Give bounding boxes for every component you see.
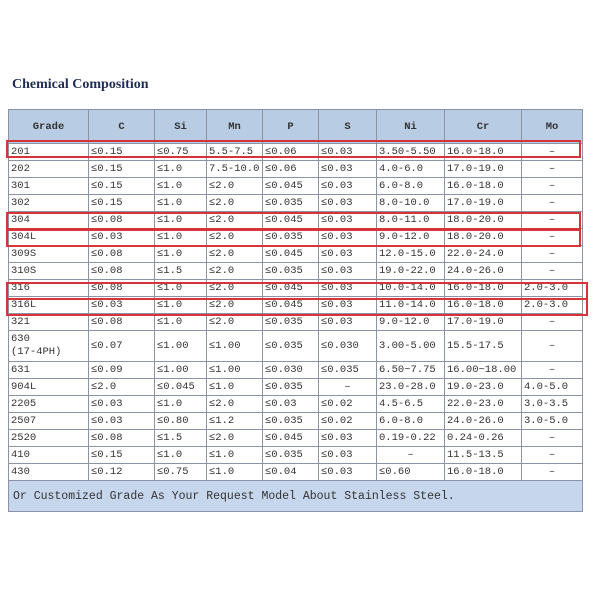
grade-sublabel: (17-4PH) [11, 346, 62, 358]
cell-mn: ≤1.0 [207, 464, 263, 481]
table-row [9, 379, 583, 396]
cell-mo: – [522, 362, 583, 379]
cell-si: ≤1.0 [155, 229, 207, 246]
cell-grade [9, 464, 89, 481]
cell-si: ≤0.80 [155, 413, 207, 430]
cell-s: ≤0.02 [319, 413, 377, 430]
cell-c: ≤0.15 [89, 447, 155, 464]
cell-c: ≤0.15 [89, 195, 155, 212]
cell-cr: 16.0-18.0 [445, 144, 522, 161]
cell-p: ≤0.035 [263, 447, 319, 464]
table-row [9, 280, 583, 297]
cell-grade [9, 297, 89, 314]
cell-p: ≤0.045 [263, 430, 319, 447]
cell-cr: 16.0-18.0 [445, 280, 522, 297]
page-title: Chemical Composition [12, 77, 149, 92]
table-row [9, 144, 583, 161]
cell-cr: 17.0-19.0 [445, 161, 522, 178]
cell-grade [9, 396, 89, 413]
cell-mo: 3.0-3.5 [522, 396, 583, 413]
cell-si: ≤0.045 [155, 379, 207, 396]
cell-si: ≤1.0 [155, 396, 207, 413]
grade-label: 630 [11, 333, 30, 345]
cell-p: ≤0.045 [263, 212, 319, 229]
cell-si: ≤0.75 [155, 464, 207, 481]
cell-grade [9, 413, 89, 430]
cell-mn: ≤2.0 [207, 212, 263, 229]
cell-s: ≤0.030 [319, 331, 377, 362]
cell-ni: ≤0.60 [377, 464, 445, 481]
cell-cr: 17.0-19.0 [445, 314, 522, 331]
header-c: C [89, 110, 155, 144]
cell-s: ≤0.03 [319, 447, 377, 464]
cell-c: ≤0.07 [89, 331, 155, 362]
cell-ni: – [377, 447, 445, 464]
cell-grade [9, 229, 89, 246]
grade-label: 316L [11, 298, 37, 311]
cell-mo: – [522, 144, 583, 161]
cell-ni: 3.00-5.00 [377, 331, 445, 362]
cell-grade [9, 178, 89, 195]
cell-mo: 3.0-5.0 [522, 413, 583, 430]
cell-p: ≤0.035 [263, 413, 319, 430]
cell-mn: ≤2.0 [207, 263, 263, 280]
cell-mo: 4.0-5.0 [522, 379, 583, 396]
grade-label: 321 [11, 315, 30, 328]
cell-s: ≤0.03 [319, 212, 377, 229]
cell-si: ≤1.0 [155, 161, 207, 178]
cell-si: ≤1.0 [155, 246, 207, 263]
cell-ni: 0.19-0.22 [377, 430, 445, 447]
cell-cr: 11.5-13.5 [445, 447, 522, 464]
composition-table [8, 109, 583, 512]
cell-cr: 18.0-20.0 [445, 229, 522, 246]
header-s: S [319, 110, 377, 144]
cell-mn: ≤1.0 [207, 447, 263, 464]
header-row [9, 110, 583, 144]
cell-ni: 4.0-6.0 [377, 161, 445, 178]
cell-s: ≤0.02 [319, 396, 377, 413]
cell-c: ≤0.15 [89, 161, 155, 178]
cell-si: ≤0.75 [155, 144, 207, 161]
cell-si: ≤1.00 [155, 362, 207, 379]
cell-cr: 15.5-17.5 [445, 331, 522, 362]
cell-mo: – [522, 464, 583, 481]
table-row [9, 396, 583, 413]
cell-mn: ≤2.0 [207, 430, 263, 447]
cell-mn: ≤1.00 [207, 331, 263, 362]
cell-c: ≤0.09 [89, 362, 155, 379]
cell-p: ≤0.06 [263, 161, 319, 178]
cell-p: ≤0.035 [263, 229, 319, 246]
cell-cr: 16.0-18.0 [445, 297, 522, 314]
cell-mo: – [522, 212, 583, 229]
table-row [9, 195, 583, 212]
table-row [9, 362, 583, 379]
cell-grade [9, 314, 89, 331]
cell-c: ≤0.12 [89, 464, 155, 481]
cell-ni: 10.0-14.0 [377, 280, 445, 297]
cell-cr: 24.0-26.0 [445, 413, 522, 430]
cell-s: ≤0.03 [319, 161, 377, 178]
grade-label: 631 [11, 363, 30, 376]
header-p: P [263, 110, 319, 144]
cell-p: ≤0.035 [263, 379, 319, 396]
cell-mo: – [522, 430, 583, 447]
cell-c: ≤0.15 [89, 178, 155, 195]
cell-p: ≤0.045 [263, 280, 319, 297]
grade-label: 430 [11, 465, 30, 478]
cell-s: ≤0.03 [319, 229, 377, 246]
cell-grade [9, 430, 89, 447]
cell-ni: 19.0-22.0 [377, 263, 445, 280]
cell-si: ≤1.5 [155, 263, 207, 280]
cell-c: ≤0.03 [89, 229, 155, 246]
cell-mn: ≤2.0 [207, 178, 263, 195]
cell-grade [9, 212, 89, 229]
cell-si: ≤1.0 [155, 297, 207, 314]
cell-s: ≤0.03 [319, 464, 377, 481]
cell-p: ≤0.045 [263, 178, 319, 195]
cell-c: ≤0.03 [89, 413, 155, 430]
cell-mn: ≤2.0 [207, 229, 263, 246]
cell-p: ≤0.04 [263, 464, 319, 481]
cell-ni: 23.0-28.0 [377, 379, 445, 396]
cell-mn: 5.5-7.5 [207, 144, 263, 161]
cell-cr: 0.24-0.26 [445, 430, 522, 447]
cell-cr: 16.00~18.00 [445, 362, 522, 379]
cell-ni: 8.0-10.0 [377, 195, 445, 212]
header-ni: Ni [377, 110, 445, 144]
grade-label: 410 [11, 448, 30, 461]
cell-s: ≤0.03 [319, 263, 377, 280]
table-row [9, 246, 583, 263]
grade-label: 201 [11, 145, 30, 158]
cell-ni: 6.0-8.0 [377, 413, 445, 430]
cell-si: ≤1.5 [155, 430, 207, 447]
table-row [9, 263, 583, 280]
cell-ni: 4.5-6.5 [377, 396, 445, 413]
table-row [9, 314, 583, 331]
cell-ni: 6.50~7.75 [377, 362, 445, 379]
table-row [9, 413, 583, 430]
cell-s: ≤0.035 [319, 362, 377, 379]
cell-mn: ≤2.0 [207, 246, 263, 263]
cell-cr: 19.0-23.0 [445, 379, 522, 396]
cell-grade [9, 161, 89, 178]
cell-grade [9, 379, 89, 396]
table-row [9, 161, 583, 178]
cell-cr: 16.0-18.0 [445, 464, 522, 481]
cell-grade [9, 246, 89, 263]
table-row [9, 212, 583, 229]
cell-s: ≤0.03 [319, 195, 377, 212]
cell-mn: ≤2.0 [207, 314, 263, 331]
grade-label: 2507 [11, 414, 37, 427]
header-cr: Cr [445, 110, 522, 144]
cell-mn: ≤2.0 [207, 297, 263, 314]
table-row [9, 430, 583, 447]
cell-c: ≤2.0 [89, 379, 155, 396]
cell-ni: 9.0-12.0 [377, 314, 445, 331]
grade-label: 304 [11, 213, 30, 226]
cell-si: ≤1.0 [155, 178, 207, 195]
cell-si: ≤1.0 [155, 314, 207, 331]
cell-p: ≤0.045 [263, 297, 319, 314]
cell-c: ≤0.08 [89, 246, 155, 263]
cell-mn: ≤2.0 [207, 396, 263, 413]
table-row [9, 447, 583, 464]
grade-label: 202 [11, 162, 30, 175]
cell-mo: – [522, 447, 583, 464]
cell-s: ≤0.03 [319, 280, 377, 297]
cell-mo: – [522, 195, 583, 212]
cell-cr: 22.0-23.0 [445, 396, 522, 413]
cell-s: ≤0.03 [319, 246, 377, 263]
cell-c: ≤0.15 [89, 144, 155, 161]
cell-grade [9, 195, 89, 212]
table-row [9, 178, 583, 195]
grade-label: 301 [11, 179, 30, 192]
cell-c: ≤0.03 [89, 396, 155, 413]
cell-p: ≤0.035 [263, 331, 319, 362]
cell-s: ≤0.03 [319, 144, 377, 161]
cell-cr: 16.0-18.0 [445, 178, 522, 195]
cell-c: ≤0.08 [89, 430, 155, 447]
cell-ni: 12.0-15.0 [377, 246, 445, 263]
cell-p: ≤0.06 [263, 144, 319, 161]
cell-mn: ≤1.2 [207, 413, 263, 430]
cell-grade [9, 263, 89, 280]
cell-s: ≤0.03 [319, 297, 377, 314]
table-row [9, 464, 583, 481]
cell-mn: ≤2.0 [207, 280, 263, 297]
header-mo: Mo [522, 110, 583, 144]
table-body [9, 144, 583, 481]
cell-c: ≤0.08 [89, 280, 155, 297]
cell-p: ≤0.035 [263, 314, 319, 331]
cell-mn: ≤2.0 [207, 195, 263, 212]
cell-s: ≤0.03 [319, 314, 377, 331]
cell-si: ≤1.0 [155, 212, 207, 229]
cell-c: ≤0.08 [89, 314, 155, 331]
cell-p: ≤0.035 [263, 195, 319, 212]
cell-cr: 18.0-20.0 [445, 212, 522, 229]
cell-cr: 24.0-26.0 [445, 263, 522, 280]
grade-label: 310S [11, 264, 37, 277]
cell-mo: – [522, 314, 583, 331]
grade-label: 309S [11, 247, 37, 260]
cell-c: ≤0.08 [89, 212, 155, 229]
cell-grade [9, 280, 89, 297]
cell-s: ≤0.03 [319, 430, 377, 447]
cell-mo: – [522, 331, 583, 362]
grade-label: 2205 [11, 397, 37, 410]
cell-p: ≤0.035 [263, 263, 319, 280]
cell-mn: ≤1.00 [207, 362, 263, 379]
cell-mo: – [522, 178, 583, 195]
cell-grade [9, 331, 89, 362]
cell-cr: 17.0-19.0 [445, 195, 522, 212]
cell-mo: – [522, 229, 583, 246]
grade-label: 304L [11, 230, 37, 243]
cell-mo: – [522, 161, 583, 178]
cell-c: ≤0.03 [89, 297, 155, 314]
cell-ni: 8.0-11.0 [377, 212, 445, 229]
cell-s: ≤0.03 [319, 178, 377, 195]
grade-label: 904L [11, 380, 37, 393]
header-si: Si [155, 110, 207, 144]
cell-p: ≤0.045 [263, 246, 319, 263]
cell-c: ≤0.08 [89, 263, 155, 280]
cell-mn: 7.5-10.0 [207, 161, 263, 178]
cell-s: – [319, 379, 377, 396]
footer-note: Or Customized Grade As Your Request Model About Stainless Steel. [9, 481, 583, 512]
grade-label: 316 [11, 281, 30, 294]
cell-mo: 2.0-3.0 [522, 280, 583, 297]
cell-si: ≤1.0 [155, 280, 207, 297]
grade-label: 2520 [11, 431, 37, 444]
cell-mn: ≤1.0 [207, 379, 263, 396]
cell-p: ≤0.030 [263, 362, 319, 379]
cell-ni: 6.0-8.0 [377, 178, 445, 195]
header-mn: Mn [207, 110, 263, 144]
cell-si: ≤1.0 [155, 195, 207, 212]
table-row [9, 331, 583, 362]
cell-mo: – [522, 263, 583, 280]
cell-si: ≤1.00 [155, 331, 207, 362]
grade-label: 302 [11, 196, 30, 209]
cell-ni: 11.0-14.0 [377, 297, 445, 314]
cell-grade [9, 144, 89, 161]
table-row [9, 297, 583, 314]
cell-grade [9, 362, 89, 379]
cell-si: ≤1.0 [155, 447, 207, 464]
cell-mo: 2.0-3.0 [522, 297, 583, 314]
cell-cr: 22.0-24.0 [445, 246, 522, 263]
cell-p: ≤0.03 [263, 396, 319, 413]
footer-row [9, 481, 583, 512]
cell-ni: 3.50-5.50 [377, 144, 445, 161]
header-grade: Grade [9, 110, 89, 144]
cell-mo: – [522, 246, 583, 263]
cell-ni: 9.0-12.0 [377, 229, 445, 246]
cell-grade [9, 447, 89, 464]
table-row [9, 229, 583, 246]
